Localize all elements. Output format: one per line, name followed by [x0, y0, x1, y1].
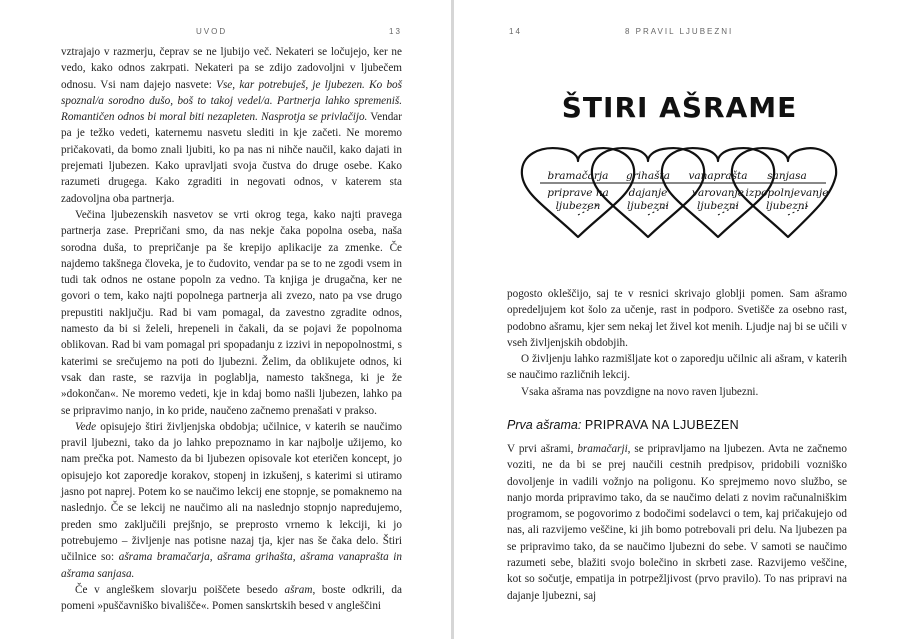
four-hearts-diagram — [520, 145, 840, 245]
left-running-header: UVOD — [196, 27, 228, 36]
heart-word-1: bramačarja — [547, 170, 609, 182]
paragraph: vztrajajo v razmerju, čeprav se ne ljubijo več. Nekateri se ločujejo, ker ne vedo, kako odnos zakrpati. Nekateri pa se zdijo zadovoljni v ljubečem odnosu. Vsi nam dajejo nasvete: Vse, kar potrebuješ, je ljubezen. Ko boš spoznal/a sorodno dušo, boš to takoj vedel/a. Partnerja lahko spremeniš. Romantičen odnos bi moral biti nezapleten. Nasprotja se privlačijo. Vendar pa je težko vedeti, katernemu nasvetu slediti in kje začeti. Ne moremo pričakovati, da bomo znali ljubiti, ko pa nas ni nihče naučil, kako dajati in prejemati ljubezen. Kako upravljati svoja čustva do druge osebe. Kako razumeti drugega. Kako zgraditi in negovati odnos, v katerem sta zadovoljna oba partnerja. — [61, 46, 402, 205]
right-running-header: 8 PRAVIL LJUBEZNI — [625, 27, 734, 36]
heart-word-2: grihašta — [626, 170, 670, 182]
right-body-text-top — [507, 286, 847, 400]
left-page — [0, 0, 451, 639]
paragraph: pogosto okleščijo, saj te v resnici skrivajo globlji pomen. Sam ašramo opredeljujem kot šolo za učenje, rast in podporo. Svetišče za osebno rast, podobno ašramu, kjer sem nekaj let živel kot menih. Ljudje naj bi se učili v vseh življenjskih obdobjih. — [507, 288, 847, 349]
paragraph: Vsaka ašrama nas povzdigne na novo raven ljubezni. — [521, 385, 759, 398]
heart-line2-1: ljubezen — [555, 200, 601, 212]
left-page-number: 13 — [389, 27, 402, 36]
heart-word-3: vanaprašta — [688, 170, 748, 182]
paragraph: Vede opisujejo štiri življenjska obdobja; učilnice, v katerih se naučimo pravil ljubezni, tako da jo lahko prepoznamo in kar najbolje užijemo, ko nam prečka pot. Namesto da bi ljubezen opisovale kot eteričen koncept, jo opisujejo kot zaporedje korakov, stopenj in izkušenj, s katerimi si utiramo jasno pot naprej. Potem ko se naučimo lekcij ene stopnje, se pomaknemo na naslednjo. Če se lekcij ne naučimo ali na naslednjo stopnjo napredujemo, preden smo zaključili prejšnjo, se preprosto vrnemo k lekciji, ki jo potrebujemo – življenje nas potisne nazaj tja, kjer nas še čaka delo. Štiri učilnice so: ašrama bramačarja, ašrama grihašta, ašrama vanaprašta in ašrama sanjasa. — [61, 420, 402, 580]
heart-line2-3: ljubezni — [697, 200, 739, 212]
paragraph: Če v angleškem slovarju poiščete besedo ašram, boste odkrili, da pomeni »puščavniško bivališče«. Pomen sanskrtskih besed v angleščini — [61, 583, 402, 613]
right-page — [454, 0, 905, 639]
heart-word-4: sanjasa — [767, 170, 807, 182]
paragraph: O življenju lahko razmišljate kot o zaporedju učilnic ali ašram, v katerih se naučimo različnih lekcij. — [507, 353, 847, 382]
heart-line1-4: izpopolnjevanje — [745, 187, 829, 199]
heart-line2-2: ljubezni — [627, 200, 669, 212]
heart-line2-4: ljubezni — [766, 200, 808, 212]
left-body-text — [61, 44, 402, 614]
paragraph: V prvi ašrami, bramačarji, se pripravljamo na ljubezen. Avta ne začnemo voziti, ne da bi se prej naučili cestnih predpisov, pridobili vozniško dovoljenje in vadili vožnjo na poligonu. Ko sprejmemo novo službo, se nanjo morda pripravimo tako, da se naučimo delati z novim računalniškim programom, se pogovorimo z bodočimi sodelavci o tem, kaj pričakujejo od nas, ali razvijemo veščine, ki jih bomo potrebovali pri delu. Na ljubezen pa se pripravimo tako, da se naučimo ljubezni do sebe. V samoti se naučimo razumeti sebe, blažiti svojo bolečino in skrbeti zase. Razvijemo veščine, kot so sočutje, empatija in potrpežljivost (prvo pravilo). To nas pripravi na dajanje ljubezni, saj — [507, 443, 847, 602]
chapter-figure-title: ŠTIRI AŠRAME — [561, 91, 798, 124]
heart-line1-2: dajanje — [628, 187, 668, 199]
right-body-text-bottom — [507, 441, 847, 604]
section-heading-main: PRIPRAVA NA LJUBEZEN — [584, 418, 740, 432]
heart-line1-1: priprave na — [547, 187, 609, 199]
heart-line1-3: varovanje — [692, 187, 744, 199]
section-heading-prefix: Prva ašrama: — [507, 418, 585, 432]
section-heading — [507, 418, 739, 432]
right-page-number: 14 — [509, 27, 522, 36]
paragraph: Večina ljubezenskih nasvetov se vrti okrog tega, kako najti pravega partnerja zase. Prepričani smo, da nas nekje čaka popolna oseba, naša sorodna duša, to prepričanje pa še krepijo aplikacije za zmenke. Če najdemo takšnega človeka, je to čudovito, vendar pa se to ne zgodi vsem in tudi tak odnos ne ostane popoln za vedno. Ta knjiga je drugačna, ker ne govori o tem, kako najti popolnega partnerja ali zvezo, nato pa vse drugo prepustiti naključju. Rad bi vam pomagal, da zavestno zgradite odnos, namesto da bi si želeli, hrepeneli in čakali, da se pojavi že popolnoma oblikovan. Rad bi vam pomagal pri spopadanju z izzivi in nepopolnostmi, s katerimi se srečujemo na poti do ljubezni. Želim, da oblikujete odnos, ki vsak dan raste, se razvija in poglablja, namesto takšnega, ki je že »dokončan«. Ne moremo vedeti, kje in kdaj bomo našli ljubezen, lahko pa se pripravimo nanjo, in ko pride, naučeno začnemo prenašati v prakso. — [61, 208, 402, 417]
